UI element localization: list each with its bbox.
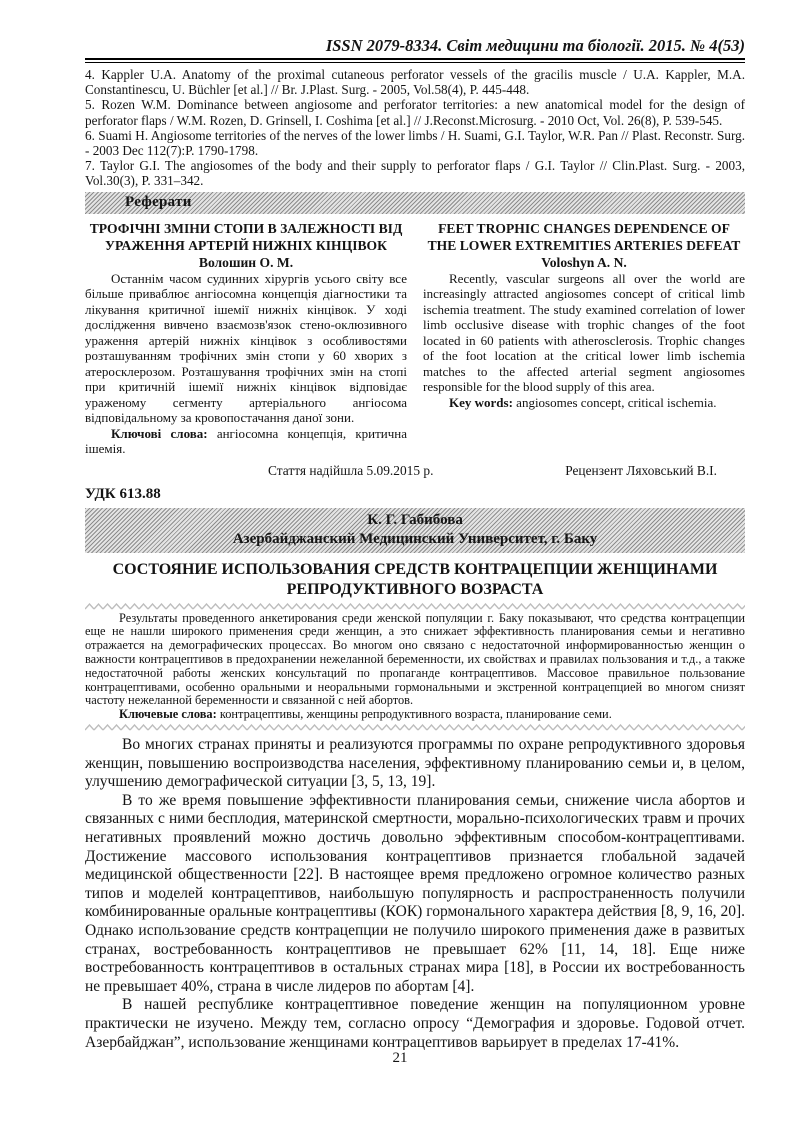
article-author: К. Г. Габибова (367, 511, 463, 528)
abstract-author-en: Voloshyn A. N. (541, 254, 627, 270)
reference-item: 7. Taylor G.I. The angiosomes of the body and their supply to perforator flaps / G.I. Taylor // Clin.Plast. Surg. - 2003, Vol.30(3), P. 331–342. (85, 158, 745, 189)
abstracts-columns (85, 220, 745, 457)
article-keywords-text: контрацептивы, женщины репродуктивного возраста, планирование семи. (216, 707, 612, 722)
abstract-author-ua: Волошин О. М. (198, 254, 294, 270)
abstract-title-ua: ТРОФІЧНІ ЗМІНИ СТОПИ В ЗАЛЕЖНОСТІ ВІД УРАЖЕННЯ АРТЕРІЙ НИЖНІХ КІНЦІВОК (89, 220, 403, 254)
keywords-text-ua: ангіосомна концепція, критична ішемія. (85, 425, 407, 457)
references-list (85, 67, 745, 189)
zigzag-divider (85, 603, 745, 610)
reference-item: 5. Rozen W.M. Dominance between angiosome and perforator territories: a new anatomical model for the design of perforator flaps / W.M. Rozen, D. Grinsell, I. Coshima [et al.] // J.Reconst.Microsurg. - 2010 Oct, Vol. 26(8), P. 539-545. (85, 97, 745, 128)
referaty-label: Реферати (125, 194, 192, 211)
udc-label: УДК 613.88 (85, 485, 161, 502)
header-rule (85, 58, 745, 63)
abstract-en (423, 220, 745, 457)
keywords-text-en: angiosomes concept, critical ischemia. (512, 394, 717, 410)
abstract-keywords-ua (85, 426, 407, 457)
abstract-keywords-en (423, 395, 745, 411)
page-number: 21 (0, 1050, 800, 1067)
received-line: Стаття надійшла 5.09.2015 р. (268, 462, 434, 478)
abstract-body-en: Recently, vascular surgeons all over the world are increasingly attracted angiosomes concept of critical limb ischemia treatment. The study examined correlation of lower limb occlusive disease with trophic changes of the foot located in 60 patients with atherosclerosis. Trophic changes of the foot location at the critical lower limb ischemia matches to the affected arterial segment angiosomes responsible for the blood supply of this area. (423, 270, 745, 395)
reviewer-line: Рецензент Ляховський В.І. (565, 462, 717, 478)
reference-item: 6. Suami H. Angiosome territories of the nerves of the lower limbs / H. Suami, G.I. Taylor, W.R. Pan // Plast. Reconstr. Surg. - 2003 Dec 112(7):P. 1790-1798. (85, 127, 745, 159)
abstract-title-en: FEET TROPHIC CHANGES DEPENDENCE OF THE LOWER EXTREMITIES ARTERIES DEFEAT (427, 220, 741, 254)
abstract-ua (85, 220, 407, 457)
article-title: СОСТОЯНИЕ ИСПОЛЬЗОВАНИЯ СРЕДСТВ КОНТРАЦЕПЦИИ ЖЕНЩИНАМИ РЕПРОДУКТИВНОГО ВОЗРАСТА (112, 560, 718, 598)
body-paragraph: Во многих странах приняты и реализуются программы по охране репродуктивного здоровья женщин, повышению воспроизводства населения, эффективному планированию семьи и, в целом, улучшению демографической ситуации [3, 5, 13, 19]. (85, 736, 745, 791)
reference-item: 4. Kappler U.A. Anatomy of the proximal cutaneous perforator vessels of the gracilis muscle / U.A. Kappler, M.A. Constantinescu, U. Büchler [et al.] // Br. J.Plast. Surg. - 2005, Vol.58(4), P. 445-448. (85, 67, 745, 98)
author-affiliation-banner (85, 508, 745, 553)
article-abstract: Результаты проведенного анкетирования среди женской популяции г. Баку показывают, что средства контрацепции еще не нашли широкого применения среди женщин, а это снижает эффективность планирования семьи и негативно отражается на демографических процессах. Во многом оно связано с недостаточной информированностью женщин о важности контрацептивов в предохранении нежеланной беременности, их свойствах и правилах пользования и т.д., а также недостаточной работы женских консультаций по пропаганде контрацептивов. Массовое правильное пользование контрацептивами, особенно оральными и неоральными гормональными и экстренной контрацепцией во многом снизят частоту нежеланной беременности и связанной с ней абортов. (85, 610, 745, 708)
body-paragraph: В то же время повышение эффективности планирования семьи, снижение числа абортов и связанных с ними бесплодия, материнской смертности, морально-психологических травм и прочих негативных проявлений можно достичь довольно эффективным способом-контрацептивами. Достижение массового использования контрацептивов признается глобальной задачей медицинской общественности [22]. В настоящее время предложено огромное количество разных типов и моделей контрацептивов, наибольшую популярность и распространенность получили комбинированные оральные контрацептивы (КОК) гормонального характера действия [8, 9, 16, 20]. Однако использование средств контрацепции не получило широкого применения даже в развитых странах, востребованность контрацептивов не превышает 62% [11, 14, 18]. Еще ниже востребованность контрацептивов в остальных странах мира [18], в России их востребованность не превышает 40%, страна в числе лидеров по абортам [4]. (85, 791, 745, 995)
keywords-label-en: Key words: (449, 394, 513, 410)
zigzag-divider (85, 724, 745, 731)
page-content (85, 0, 745, 1053)
referaty-section-bar (85, 192, 745, 214)
article-body (85, 736, 745, 1053)
body-paragraph: В нашей республике контрацептивное поведение женщин на популяционном уровне практически не изучено. Между тем, согласно опросу “Демография и здоровье. Годовой отчет. Азербайджан”, использование женщинами контрацептивов варьирует в пределах 17-41%. (85, 996, 745, 1051)
article-affiliation: Азербайджанский Медицинский Университет, г. Баку (232, 530, 598, 547)
keywords-label-ua: Ключові слова: (111, 425, 208, 441)
received-reviewer-row (85, 463, 745, 479)
abstract-body-ua: Останнім часом судинних хірургів усього світу все більше приваблює ангіосомна концепція діагностики та лікування критичної ішемії нижніх кінцівок. У ході дослідження вивчено взаємозв'язок стено-оклюзивного ураження артерій нижніх кінцівок з особливостями розташуванням трофічних змін стопи у 60 хворих з атеросклерозом. Розташування трофічних змін на стопі при критичній ішемії нижніх кінцівок відповідає ураженому сегменту артеріального ангіосома відповідальному за кровопостачання даної зони. (85, 270, 407, 426)
article-keywords (85, 708, 745, 722)
article-keywords-label: Ключевые слова: (119, 707, 217, 722)
journal-header-issn: ISSN 2079-8334. Світ медицини та біології. 2015. № 4(53) (325, 36, 745, 55)
